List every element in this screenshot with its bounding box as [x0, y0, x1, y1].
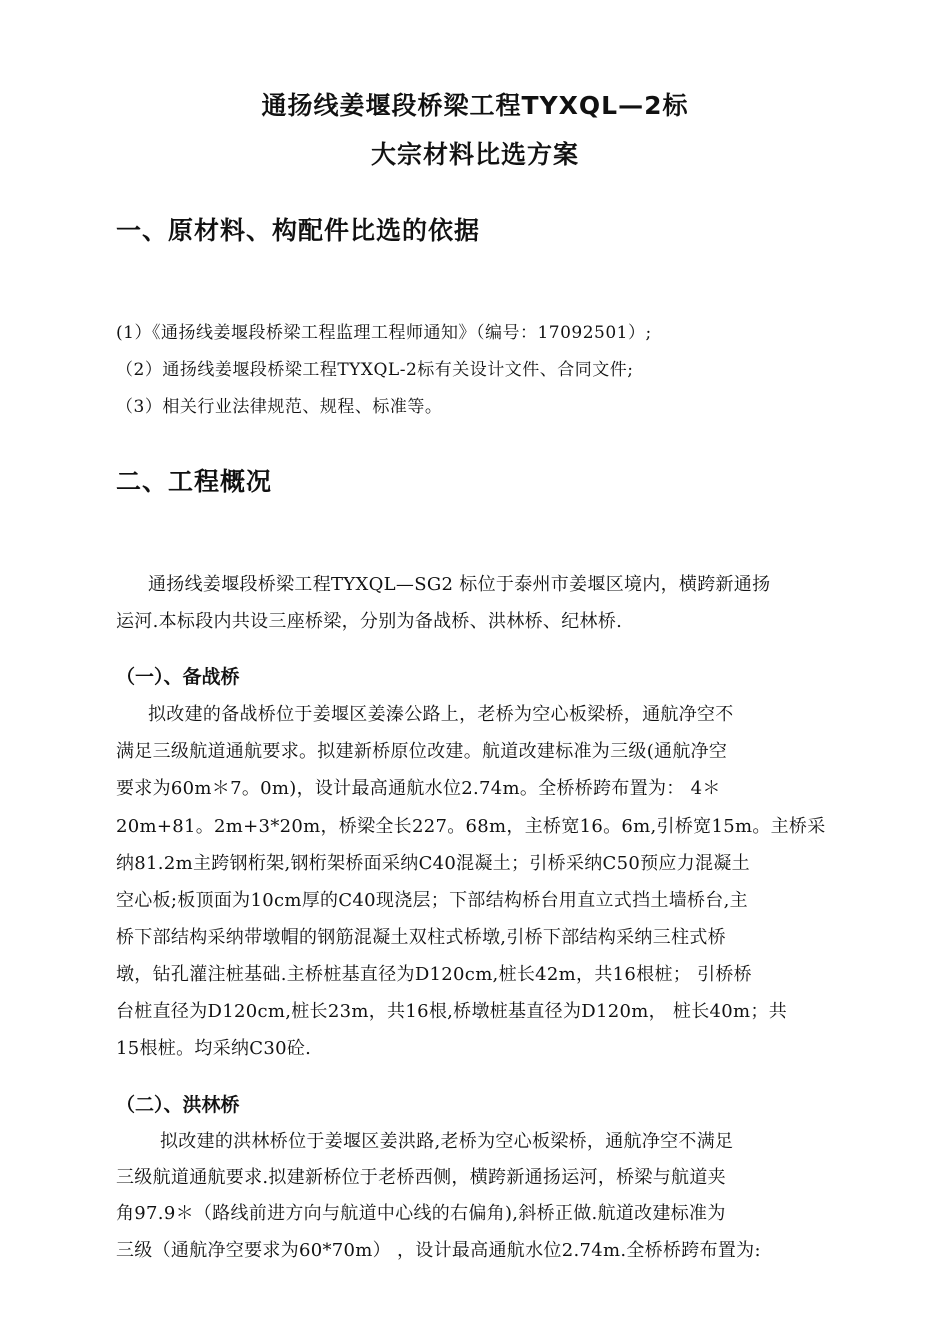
basis-item-3: （3）相关行业法律规范、规程、标准等。 — [116, 397, 443, 417]
beizhan-paragraph-line: 15根桩。均采纳C30砼. — [116, 1038, 312, 1059]
overview-paragraph-line: 运河.本标段内共设三座桥梁，分别为备战桥、洪林桥、纪林桥. — [116, 611, 623, 632]
beizhan-paragraph-line: 墩，钻孔灌注桩基础.主桥桩基直径为D120cm,桩长42m，共16根桩； 引桥桥 — [116, 964, 752, 985]
basis-item-2: （2）通扬线姜堰段桥梁工程TYXQL-2标有关设计文件、合同文件; — [116, 360, 634, 380]
beizhan-paragraph-line: 满足三级航道通航要求。拟建新桥原位改建。航道改建标准为三级(通航净空 — [116, 741, 728, 762]
basis-item-1: (1）《通扬线姜堰段桥梁工程监理工程师通知》（编号：17092501）; — [116, 323, 652, 343]
honglin-paragraph-line: 三级航道通航要求.拟建新桥位于老桥西侧，横跨新通扬运河，桥梁与航道夹 — [116, 1167, 726, 1188]
beizhan-paragraph-line: 20m+81。2m+3*20m，桥梁全长227。68m，主桥宽16。6m,引桥宽15m。主桥采 — [116, 816, 826, 837]
beizhan-paragraph-line: 要求为60m＊7。0m)，设计最高通航水位2.74m。全桥桥跨布置为： 4＊ — [116, 778, 721, 799]
beizhan-paragraph-line: 台桩直径为D120cm,桩长23m，共16根,桥墩桩基直径为D120m， 桩长40m；共 — [116, 1001, 788, 1022]
honglin-paragraph-line: 角97.9＊（路线前进方向与航道中心线的右偏角),斜桥正做.航道改建标准为 — [116, 1203, 726, 1224]
beizhan-paragraph-line: 纳81.2m主跨钢桁架,钢桁架桥面采纳C40混凝土；引桥采纳C50预应力混凝土 — [116, 853, 750, 874]
document-subtitle: 大宗材料比选方案 — [370, 140, 579, 169]
honglin-paragraph-line: 三级（通航净空要求为60*70m） ，设计最高通航水位2.74m.全桥桥跨布置为: — [116, 1240, 761, 1261]
overview-paragraph-line: 通扬线姜堰段桥梁工程TYXQL—SG2 标位于泰州市姜堰区境内，横跨新通扬 — [148, 574, 771, 595]
subsection-heading-beizhan-bridge: （一）、备战桥 — [116, 666, 240, 688]
document-title: 通扬线姜堰段桥梁工程TYXQL—2标 — [261, 91, 689, 120]
beizhan-paragraph-line: 拟改建的备战桥位于姜堰区姜溱公路上，老桥为空心板梁桥，通航净空不 — [148, 704, 734, 725]
section-heading-overview: 二、工程概况 — [116, 467, 273, 496]
beizhan-paragraph-line: 桥下部结构采纳带墩帽的钢筋混凝土双柱式桥墩,引桥下部结构采纳三柱式桥 — [116, 927, 726, 948]
section-heading-basis: 一、原材料、构配件比选的依据 — [116, 216, 481, 245]
beizhan-paragraph-line: 空心板;板顶面为10cm厚的C40现浇层；下部结构桥台用直立式挡土墙桥台,主 — [116, 890, 748, 911]
honglin-paragraph-line: 拟改建的洪林桥位于姜堰区姜洪路,老桥为空心板梁桥，通航净空不满足 — [160, 1131, 734, 1152]
subsection-heading-honglin-bridge: （二）、洪林桥 — [116, 1094, 240, 1116]
